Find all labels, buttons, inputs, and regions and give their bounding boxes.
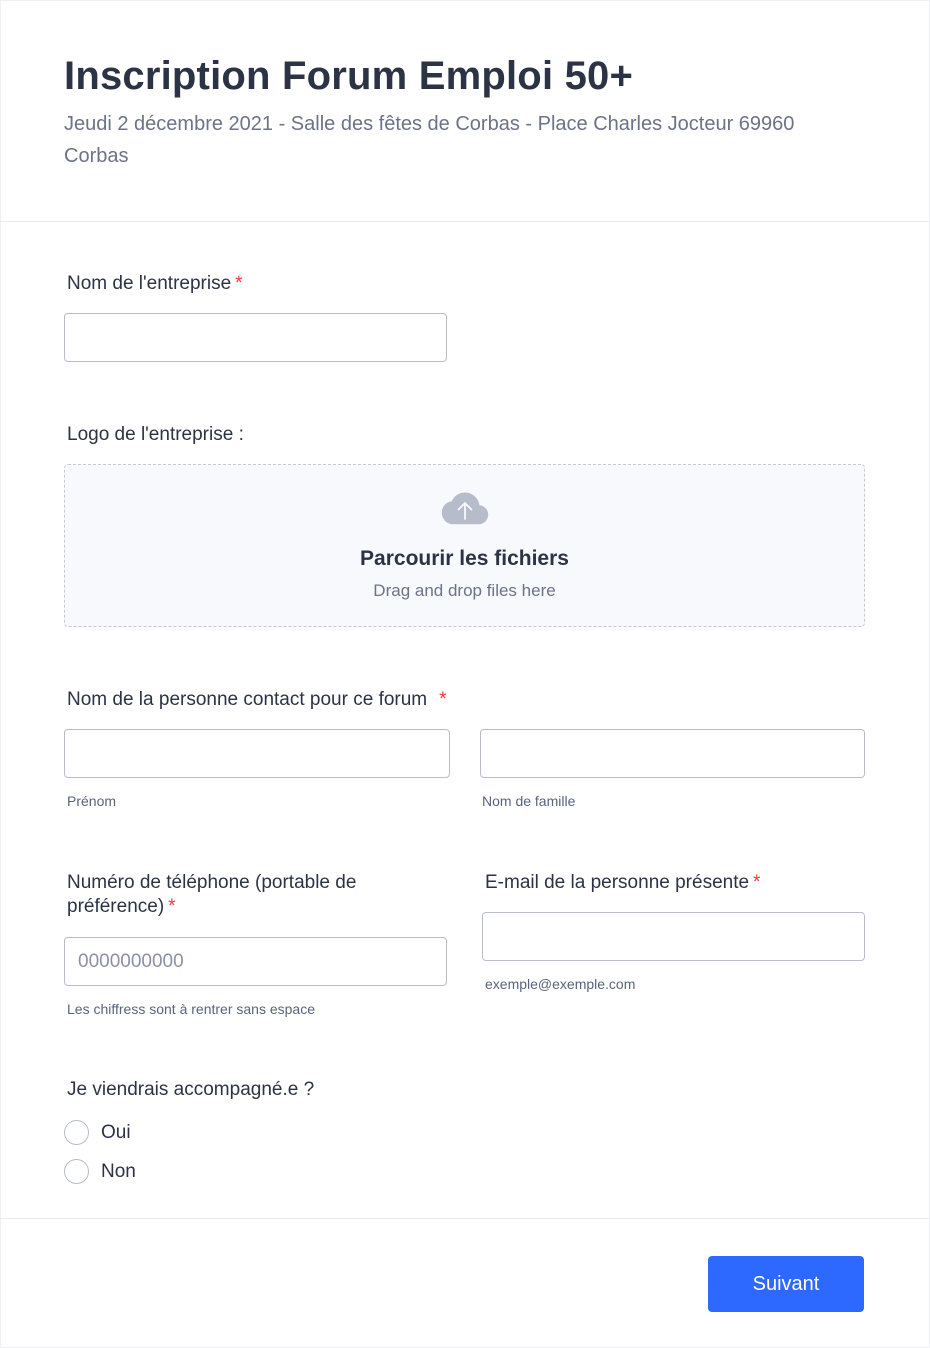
browse-files-button[interactable]: Parcourir les fichiers — [360, 547, 569, 570]
last-name-sublabel: Nom de famille — [482, 793, 576, 809]
accompanied-label: Je viendrais accompagné.e ? — [67, 1079, 315, 1100]
file-upload-dropzone[interactable] — [64, 464, 865, 627]
radio-button[interactable] — [64, 1159, 89, 1184]
company-name-input[interactable] — [64, 313, 447, 362]
company-name-label — [67, 272, 243, 296]
form-subtitle: Jeudi 2 décembre 2021 - Salle des fêtes de Corbas - Place Charles Jocteur 69960 Corbas — [64, 113, 795, 167]
phone-label-text: Numéro de téléphone (portable de préférence) — [67, 872, 357, 917]
phone-input[interactable] — [64, 937, 447, 986]
form-header — [0, 0, 930, 222]
radio-option-non[interactable] — [64, 1159, 136, 1184]
phone-sublabel: Les chiffress sont à rentrer sans espace — [67, 1001, 315, 1017]
logo-label: Logo de l'entreprise : — [67, 424, 244, 445]
contact-name-label — [67, 688, 447, 712]
cloud-upload-icon — [441, 491, 489, 527]
form-title: Inscription Forum Emploi 50+ — [64, 54, 634, 98]
contact-name-label-text: Nom de la personne contact pour ce forum — [67, 689, 428, 710]
company-name-label-text: Nom de l'entreprise — [67, 273, 232, 294]
drag-drop-hint: Drag and drop files here — [373, 581, 556, 600]
radio-button[interactable] — [64, 1120, 89, 1145]
last-name-input[interactable] — [480, 729, 865, 778]
first-name-input[interactable] — [64, 729, 450, 778]
first-name-sublabel: Prénom — [67, 793, 117, 809]
footer-divider — [0, 1218, 930, 1219]
email-sublabel: exemple@exemple.com — [485, 976, 636, 992]
required-asterisk: * — [235, 273, 243, 294]
next-button[interactable]: Suivant — [708, 1256, 864, 1312]
radio-option-oui[interactable] — [64, 1120, 131, 1145]
required-asterisk: * — [753, 872, 761, 893]
required-asterisk: * — [168, 896, 176, 917]
required-asterisk: * — [439, 689, 447, 710]
radio-label-oui: Oui — [101, 1121, 131, 1143]
email-label-text: E-mail de la personne présente — [485, 872, 750, 893]
phone-label — [67, 871, 427, 919]
email-input[interactable] — [482, 912, 865, 961]
email-label — [485, 871, 760, 895]
radio-label-non: Non — [101, 1160, 136, 1182]
